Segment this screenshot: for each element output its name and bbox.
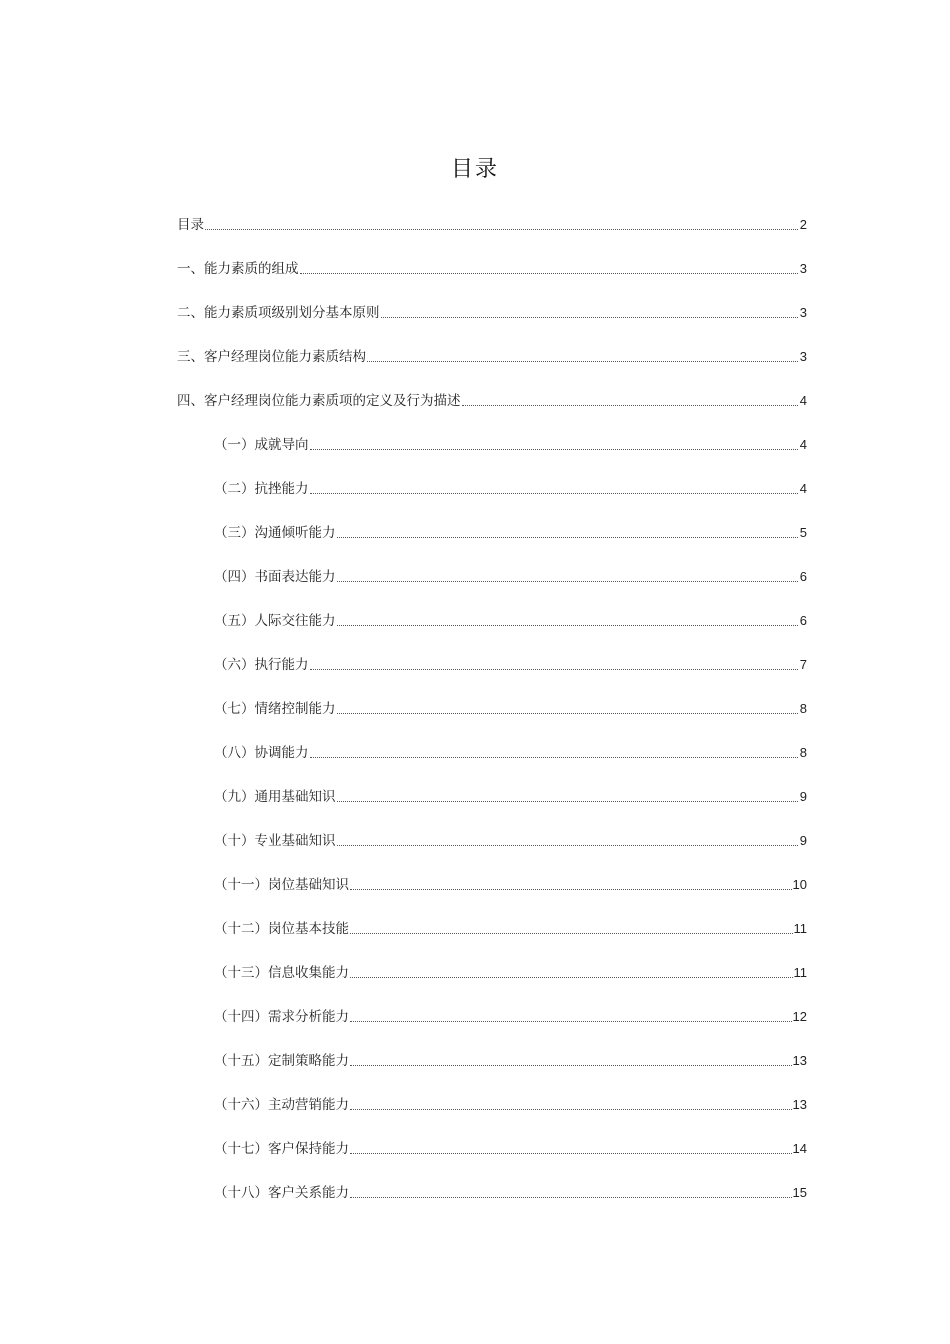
- toc-entry-page-number: 15: [792, 1185, 807, 1200]
- toc-entry[interactable]: [177, 334, 807, 378]
- toc-entry-label: （十二）岗位基本技能: [214, 921, 349, 937]
- toc-entry[interactable]: [177, 466, 807, 510]
- toc-entry-page-number: 13: [792, 1053, 807, 1068]
- toc-entry[interactable]: [177, 554, 807, 598]
- toc-entry-page-number: 10: [792, 877, 807, 892]
- toc-dot-leader: [337, 713, 799, 714]
- toc-entry-label: 目录: [177, 217, 204, 233]
- toc-entry[interactable]: [177, 818, 807, 862]
- toc-entry-label: （十）专业基础知识: [214, 833, 336, 849]
- toc-entry[interactable]: [177, 290, 807, 334]
- toc-dot-leader: [350, 977, 793, 978]
- toc-entry-page-number: 2: [799, 217, 807, 232]
- toc-entry-label: （九）通用基础知识: [214, 789, 336, 805]
- toc-entry-page-number: 8: [799, 701, 807, 716]
- toc-entry-label: 二、能力素质项级别划分基本原则: [177, 305, 380, 321]
- toc-entry-label: （五）人际交往能力: [214, 613, 336, 629]
- toc-entry-label: （十八）客户关系能力: [214, 1185, 349, 1201]
- toc-dot-leader: [350, 933, 793, 934]
- toc-entry-page-number: 6: [799, 613, 807, 628]
- toc-dot-leader: [462, 405, 799, 406]
- toc-entry[interactable]: [177, 1126, 807, 1170]
- toc-entry[interactable]: [177, 906, 807, 950]
- toc-entry-label: （三）沟通倾听能力: [214, 525, 336, 541]
- toc-dot-leader: [350, 1109, 792, 1110]
- toc-entry-label: （一）成就导向: [214, 437, 309, 453]
- toc-dot-leader: [310, 669, 799, 670]
- toc-entry-page-number: 14: [792, 1141, 807, 1156]
- toc-dot-leader: [310, 757, 799, 758]
- toc-dot-leader: [350, 1065, 792, 1066]
- toc-entry-page-number: 11: [793, 921, 807, 936]
- toc-entry[interactable]: [177, 422, 807, 466]
- toc-entry-label: （十四）需求分析能力: [214, 1009, 349, 1025]
- toc-dot-leader: [310, 493, 799, 494]
- toc-entry[interactable]: [177, 1038, 807, 1082]
- toc-entry-label: （八）协调能力: [214, 745, 309, 761]
- toc-entry[interactable]: [177, 598, 807, 642]
- toc-dot-leader: [350, 1021, 792, 1022]
- toc-entry-label: （十五）定制策略能力: [214, 1053, 349, 1069]
- toc-dot-leader: [337, 801, 799, 802]
- toc-title: 目录: [450, 157, 499, 182]
- toc-entry[interactable]: [177, 510, 807, 554]
- toc-entry-label: 四、客户经理岗位能力素质项的定义及行为描述: [177, 393, 461, 409]
- toc-entry-page-number: 13: [792, 1097, 807, 1112]
- toc-entry[interactable]: [177, 202, 807, 246]
- table-of-contents: [177, 202, 807, 1214]
- toc-entry[interactable]: [177, 1082, 807, 1126]
- toc-dot-leader: [350, 1153, 792, 1154]
- toc-entry[interactable]: [177, 774, 807, 818]
- toc-entry-page-number: 3: [799, 349, 807, 364]
- toc-entry[interactable]: [177, 1170, 807, 1214]
- toc-entry-label: （六）执行能力: [214, 657, 309, 673]
- toc-entry-page-number: 8: [799, 745, 807, 760]
- toc-entry-page-number: 7: [799, 657, 807, 672]
- toc-entry-page-number: 4: [799, 393, 807, 408]
- toc-entry-page-number: 3: [799, 305, 807, 320]
- toc-entry-label: （十三）信息收集能力: [214, 965, 349, 981]
- toc-dot-leader: [337, 845, 799, 846]
- toc-entry-label: （十七）客户保持能力: [214, 1141, 349, 1157]
- toc-entry-page-number: 5: [799, 525, 807, 540]
- toc-entry-label: 三、客户经理岗位能力素质结构: [177, 349, 366, 365]
- toc-dot-leader: [300, 273, 799, 274]
- toc-dot-leader: [350, 889, 792, 890]
- toc-dot-leader: [381, 317, 799, 318]
- toc-entry-page-number: 9: [799, 789, 807, 804]
- toc-dot-leader: [310, 449, 799, 450]
- toc-entry-page-number: 4: [799, 437, 807, 452]
- toc-entry-label: （四）书面表达能力: [214, 569, 336, 585]
- toc-entry[interactable]: [177, 994, 807, 1038]
- toc-entry-page-number: 4: [799, 481, 807, 496]
- toc-entry[interactable]: [177, 862, 807, 906]
- toc-entry[interactable]: [177, 686, 807, 730]
- toc-dot-leader: [350, 1197, 792, 1198]
- toc-entry-label: （二）抗挫能力: [214, 481, 309, 497]
- toc-dot-leader: [205, 229, 798, 230]
- toc-entry-label: （七）情绪控制能力: [214, 701, 336, 717]
- toc-entry[interactable]: [177, 730, 807, 774]
- toc-entry-page-number: 6: [799, 569, 807, 584]
- toc-entry-page-number: 3: [799, 261, 807, 276]
- toc-entry-label: （十一）岗位基础知识: [214, 877, 349, 893]
- toc-entry-page-number: 9: [799, 833, 807, 848]
- toc-entry-page-number: 12: [792, 1009, 807, 1024]
- toc-entry[interactable]: [177, 642, 807, 686]
- toc-entry[interactable]: [177, 378, 807, 422]
- toc-dot-leader: [337, 625, 799, 626]
- toc-entry-label: （十六）主动营销能力: [214, 1097, 349, 1113]
- toc-entry-page-number: 11: [793, 965, 807, 980]
- toc-dot-leader: [337, 537, 799, 538]
- toc-entry[interactable]: [177, 950, 807, 994]
- toc-dot-leader: [367, 361, 798, 362]
- toc-dot-leader: [337, 581, 799, 582]
- toc-entry-label: 一、能力素质的组成: [177, 261, 299, 277]
- toc-entry[interactable]: [177, 246, 807, 290]
